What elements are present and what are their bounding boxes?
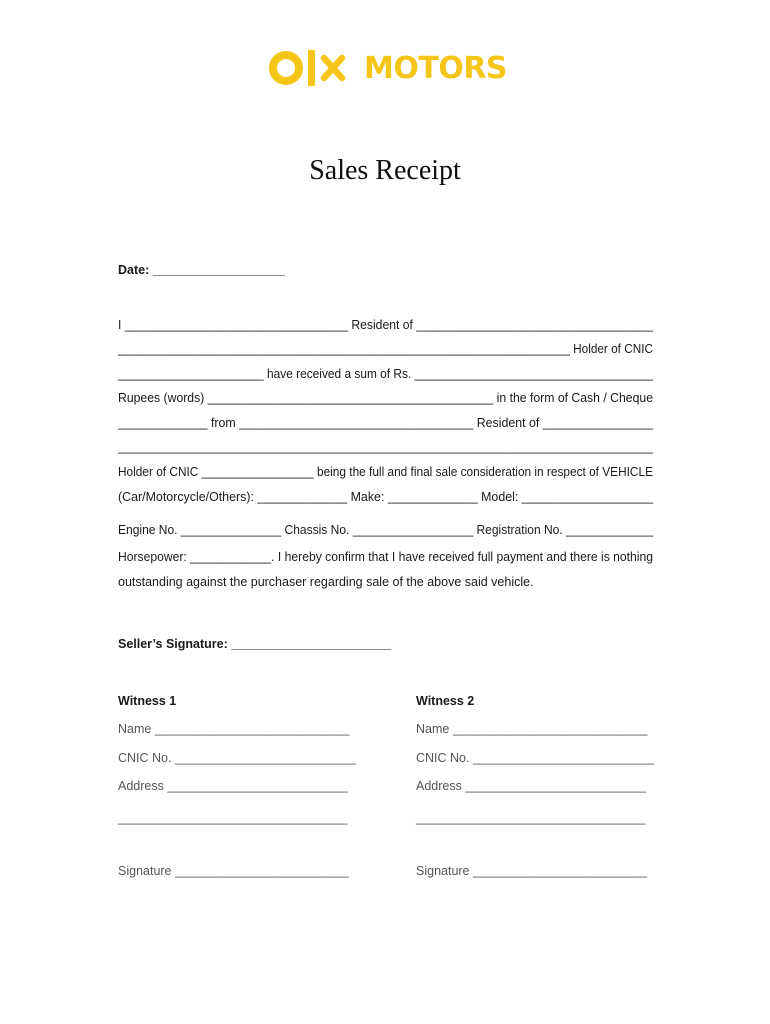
receipt-line-7[interactable]: Holder of CNIC _________________ being the full and final sale consideration in respect of VEHICLE — [118, 465, 653, 479]
witness-2-signature-field[interactable]: Signature _________________________ — [416, 864, 647, 878]
receipt-line-3[interactable]: ______________________ have received a sum of Rs. ____________________________________ — [118, 367, 653, 381]
olx-logo-icon — [268, 46, 360, 90]
witness-1-address-field[interactable]: Address __________________________ — [118, 779, 349, 793]
receipt-line-10[interactable]: Horsepower: ____________. I hereby confirm that I have received full payment and there is nothing — [118, 550, 653, 564]
olx-motors-logo — [268, 46, 507, 90]
receipt-line-2[interactable]: _____________________________________________________________________ Holder of CNIC — [118, 342, 653, 356]
receipt-line-9[interactable]: Engine No. _______________ Chassis No. __________________ Registration No. _____________ — [118, 523, 653, 537]
witness-2-address-line2[interactable]: _________________________________ — [416, 811, 646, 825]
logo-brand-text: MOTORS — [364, 50, 508, 86]
receipt-line-6[interactable]: ___________________________________________________________________________________ — [118, 440, 653, 454]
witness-2-cnic-field[interactable]: CNIC No. __________________________ — [416, 751, 654, 765]
witness-2-heading: Witness 2 — [416, 694, 475, 708]
witness-2-name-field[interactable]: Name ____________________________ — [416, 722, 648, 736]
witness-1-signature-field[interactable]: Signature _________________________ — [118, 864, 349, 878]
witness-1-heading: Witness 1 — [118, 694, 177, 708]
seller-signature-field[interactable]: Seller’s Signature: _______________________ — [118, 637, 392, 651]
witness-1-address-line2[interactable]: _________________________________ — [118, 811, 348, 825]
witness-1-cnic-field[interactable]: CNIC No. __________________________ — [118, 751, 356, 765]
receipt-line-4[interactable]: Rupees (words) __________________________________________ in the form of Cash / Cheque — [118, 391, 653, 405]
receipt-line-1[interactable]: I _________________________________ Resident of ___________________________________ — [118, 318, 653, 332]
date-field[interactable]: Date: ___________________ — [118, 263, 285, 277]
witness-2-address-field[interactable]: Address __________________________ — [416, 779, 647, 793]
receipt-line-8[interactable]: (Car/Motorcycle/Others): _____________ Make: _____________ Model: ___________________ — [118, 490, 653, 504]
document-title: Sales Receipt — [309, 155, 461, 186]
receipt-line-5[interactable]: _____________ from __________________________________ Resident of ________________ — [118, 416, 653, 430]
witness-1-name-field[interactable]: Name ____________________________ — [118, 722, 350, 736]
receipt-line-11: outstanding against the purchaser regarding sale of the above said vehicle. — [118, 575, 534, 589]
